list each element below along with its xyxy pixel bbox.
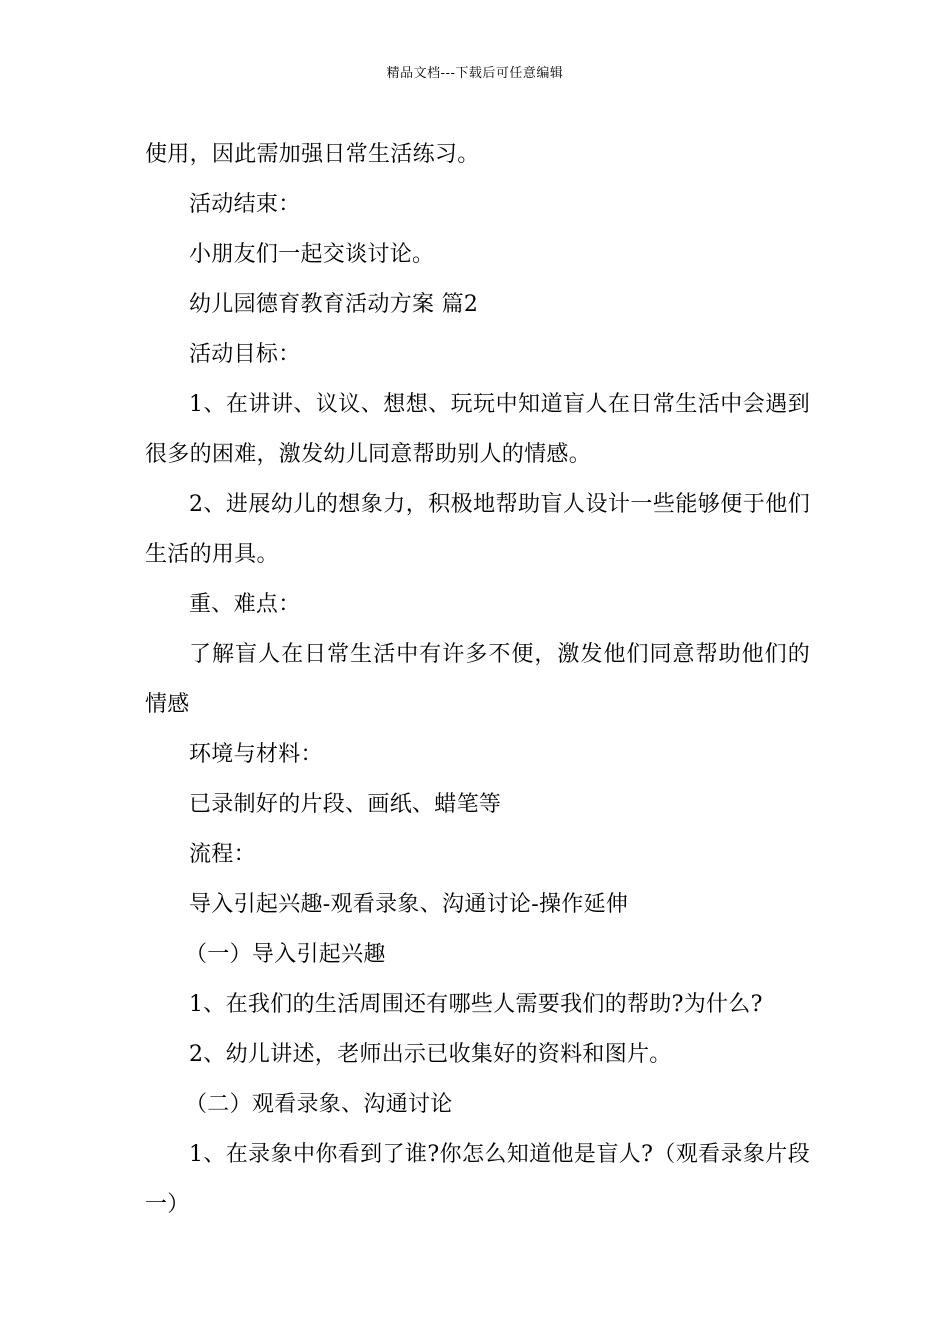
paragraph: 2、幼儿讲述，老师出示已收集好的资料和图片。	[189, 1042, 672, 1067]
section-heading: 环境与材料：	[189, 742, 323, 767]
document-title: 幼儿园德育教育活动方案 篇2	[189, 292, 479, 317]
paragraph: 了解盲人在日常生活中有许多不便，激发他们同意帮助他们的情感	[145, 642, 810, 717]
paragraph: 导入引起兴趣-观看录象、沟通讨论-操作延伸	[189, 892, 629, 917]
paragraph: 1、在我们的生活周围还有哪些人需要我们的帮助?为什么?	[189, 992, 763, 1017]
section-heading: 活动结束：	[189, 192, 301, 217]
paragraph: 使用，因此需加强日常生活练习。	[145, 142, 480, 167]
paragraph: 已录制好的片段、画纸、蜡笔等	[189, 792, 502, 817]
sub-section-heading: （一）导入引起兴趣	[185, 942, 386, 967]
section-heading: 活动目标：	[189, 342, 301, 367]
section-heading: 重、难点：	[189, 592, 301, 617]
paragraph: 1、在讲讲、议议、想想、玩玩中知道盲人在日常生活中会遇到很多的困难，激发幼儿同意帮助别人的情感。	[145, 392, 810, 467]
paragraph: 2、进展幼儿的想象力，积极地帮助盲人设计一些能够便于他们生活的用具。	[145, 492, 810, 567]
document-body	[145, 130, 810, 1230]
paragraph: 小朋友们一起交谈讨论。	[189, 242, 435, 267]
sub-section-heading: （二）观看录象、沟通讨论	[185, 1092, 453, 1117]
paragraph: 1、在录象中你看到了谁?你怎么知道他是盲人?（观看录象片段一）	[145, 1142, 810, 1217]
section-heading: 流程：	[189, 842, 256, 867]
page-header: 精品文档---下载后可任意编辑	[386, 66, 564, 81]
